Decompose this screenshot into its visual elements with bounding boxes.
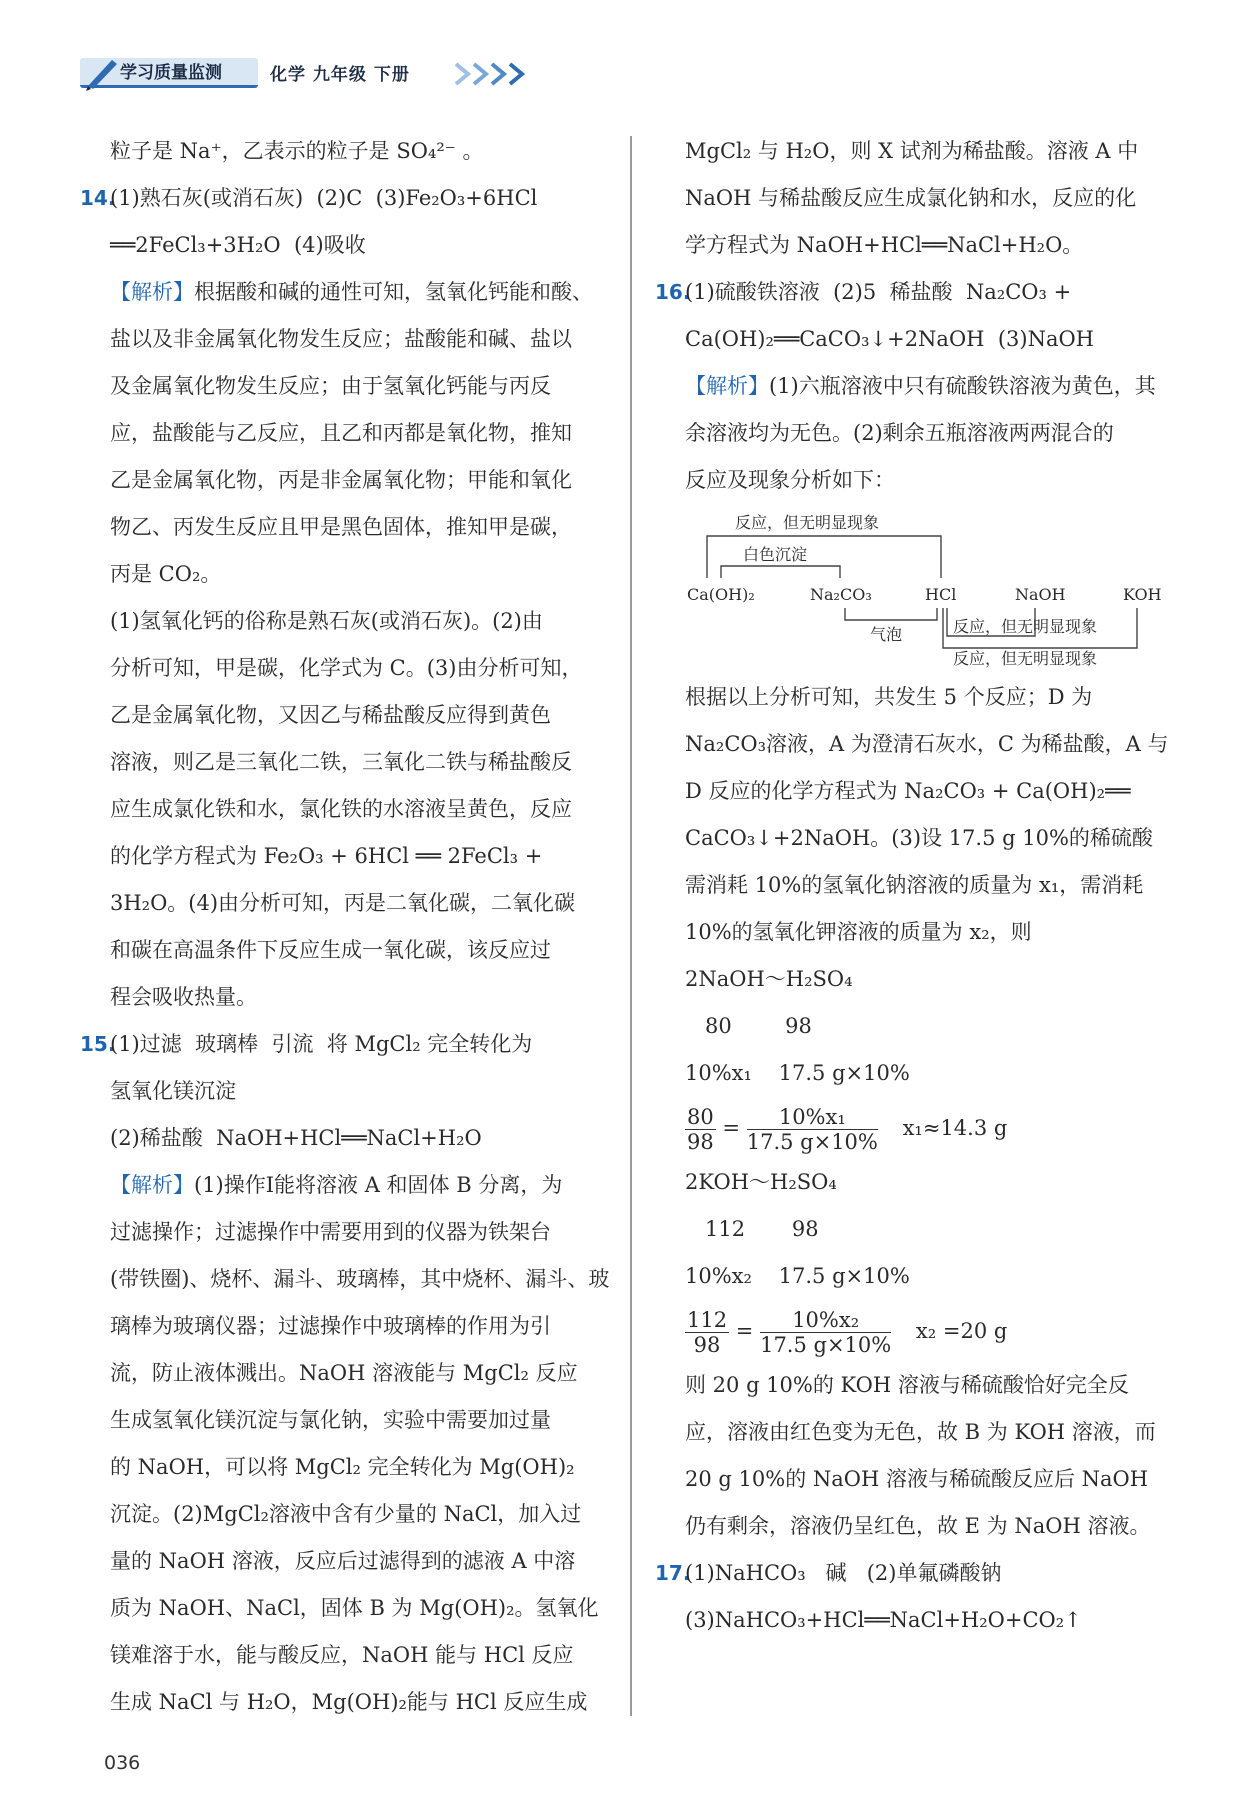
text-line: (3)NaHCO₃+HCl══NaCl+H₂O+CO₂↑ bbox=[685, 1608, 1082, 1632]
series-badge bbox=[80, 58, 258, 88]
text-line: 10%的氢氧化钾溶液的质量为 x₂，则 bbox=[685, 920, 1032, 944]
text-line: 粒子是 Na⁺，乙表示的粒子是 SO₄²⁻ 。 bbox=[110, 139, 484, 163]
node-na2co3: Na₂CO₃ bbox=[810, 585, 872, 604]
fraction-line-2: $\frac{112}{98}$ = $\frac{\text{10\%x₂}}{17.5 g\times 10\%}$ x₂ =20 g bbox=[687, 1308, 1008, 1357]
page-number: 036 bbox=[104, 1752, 141, 1774]
text-line: (1)氢氧化钙的俗称是熟石灰(或消石灰)。(2)由 bbox=[110, 609, 543, 633]
text-line: 的化学方程式为 Fe₂O₃ + 6HCl ══ 2FeCl₃ + bbox=[110, 844, 543, 868]
chevron-right-icon bbox=[452, 60, 540, 88]
result: x₂ =20 g bbox=[915, 1319, 1008, 1343]
text-line: ══2FeCl₃+3H₂O (4)吸收 bbox=[110, 233, 366, 257]
text-line: 沉淀。(2)MgCl₂溶液中含有少量的 NaCl，加入过 bbox=[110, 1502, 582, 1526]
question-number: 14. bbox=[80, 186, 116, 210]
label-gas: 气泡 bbox=[870, 625, 903, 644]
text-line: 乙是金属氧化物，又因乙与稀盐酸反应得到黄色 bbox=[110, 703, 551, 727]
text-line: NaOH 与稀盐酸反应生成氯化钠和水，反应的化 bbox=[685, 186, 1137, 210]
page-header bbox=[80, 58, 540, 92]
node-koh: KOH bbox=[1123, 585, 1162, 604]
fraction: $\frac{\text{10\%x₁}}{17.5 g\times 10\%}$ bbox=[746, 1105, 878, 1154]
text-line: 生成氢氧化镁沉淀与氯化钠，实验中需要加过量 bbox=[110, 1408, 551, 1432]
analysis-tag: 【解析】 bbox=[110, 280, 194, 304]
text-line: CaCO₃↓+2NaOH。(3)设 17.5 g 10%的稀硫酸 bbox=[685, 826, 1153, 850]
text-line: 质为 NaOH、NaCl，固体 B 为 Mg(OH)₂。氢氧化 bbox=[110, 1596, 599, 1620]
equation-line: 2NaOH～H₂SO₄ bbox=[685, 967, 853, 991]
text-line: 量的 NaOH 溶液，反应后过滤得到的滤液 A 中溶 bbox=[110, 1549, 576, 1573]
text-line: 过滤操作；过滤操作中需要用到的仪器为铁架台 bbox=[110, 1220, 551, 1244]
label-top: 反应，但无明显现象 bbox=[735, 513, 880, 532]
text-line: 应生成氯化铁和水，氯化铁的水溶液呈黄色，反应 bbox=[110, 797, 572, 821]
equation-line: 80 98 bbox=[685, 1014, 812, 1038]
question-number: 17. bbox=[655, 1561, 691, 1585]
text-line: 璃棒为玻璃仪器；过滤操作中玻璃棒的作用为引 bbox=[110, 1314, 551, 1338]
analysis-tag: 【解析】 bbox=[110, 1173, 194, 1197]
node-caoh2: Ca(OH)₂ bbox=[687, 585, 755, 604]
label-precip: 白色沉淀 bbox=[743, 545, 808, 564]
label-r2: 反应，但无明显现象 bbox=[953, 649, 1098, 668]
text-line: 20 g 10%的 NaOH 溶液与稀硫酸反应后 NaOH bbox=[685, 1467, 1149, 1491]
text-line: Ca(OH)₂══CaCO₃↓+2NaOH (3)NaOH bbox=[685, 327, 1094, 351]
text-line: (带铁圈)、烧杯、漏斗、玻璃棒，其中烧杯、漏斗、玻 bbox=[110, 1267, 610, 1291]
text-line: 3H₂O。(4)由分析可知，丙是二氧化碳，二氧化碳 bbox=[110, 891, 576, 915]
text-line: 溶液，则乙是三氧化二铁，三氧化二铁与稀盐酸反 bbox=[110, 750, 572, 774]
answer-15-line: 15.(1)过滤 玻璃棒 引流 将 MgCl₂ 完全转化为 bbox=[110, 1021, 620, 1068]
text-line: 及金属氧化物发生反应；由于氢氧化钙能与丙反 bbox=[110, 374, 551, 398]
text-line: MgCl₂ 与 H₂O，则 X 试剂为稀盐酸。溶液 A 中 bbox=[685, 139, 1139, 163]
left-column bbox=[80, 128, 620, 1726]
text-line: D 反应的化学方程式为 Na₂CO₃ + Ca(OH)₂══ bbox=[685, 779, 1131, 803]
analysis-line: 【解析】(1)六瓶溶液中只有硫酸铁溶液为黄色，其 bbox=[685, 374, 1156, 398]
text-line: 学方程式为 NaOH+HCl══NaCl+H₂O。 bbox=[685, 233, 1084, 257]
text-line: 分析可知，甲是碳，化学式为 C。(3)由分析可知， bbox=[110, 656, 583, 680]
text-line: 则 20 g 10%的 KOH 溶液与稀硫酸恰好完全反 bbox=[685, 1373, 1129, 1397]
equation-line: 112 98 bbox=[685, 1217, 819, 1241]
fraction: $\frac{112}{98}$ bbox=[687, 1308, 728, 1357]
subject-label: 化学 九年级 下册 bbox=[270, 65, 410, 85]
badge-label: 学习质量监测 bbox=[120, 63, 222, 83]
text-line: 镁难溶于水，能与酸反应，NaOH 能与 HCl 反应 bbox=[110, 1643, 574, 1667]
text-line: 仍有剩余，溶液仍呈红色，故 E 为 NaOH 溶液。 bbox=[685, 1514, 1151, 1538]
node-hcl: HCl bbox=[925, 585, 957, 604]
text-line: 流，防止液体溅出。NaOH 溶液能与 MgCl₂ 反应 bbox=[110, 1361, 578, 1385]
answer-14-line: 14.(1)熟石灰(或消石灰) (2)C (3)Fe₂O₃+6HCl bbox=[110, 175, 620, 222]
column-divider bbox=[630, 136, 632, 1716]
text-line: 物乙、丙发生反应且甲是黑色固体，推知甲是碳， bbox=[110, 515, 572, 539]
reaction-diagram bbox=[685, 508, 1180, 668]
text-line: 应，溶液由红色变为无色，故 B 为 KOH 溶液，而 bbox=[685, 1420, 1156, 1444]
text-line: 和碳在高温条件下反应生成一氧化碳，该反应过 bbox=[110, 938, 551, 962]
equation-line: 10%x₂ 17.5 g×10% bbox=[685, 1264, 910, 1288]
text-line: Na₂CO₃溶液，A 为澄清石灰水，C 为稀盐酸，A 与 bbox=[685, 732, 1169, 756]
analysis-line: 【解析】根据酸和碱的通性可知，氢氧化钙能和酸、 bbox=[110, 280, 593, 304]
text-line: (2)稀盐酸 NaOH+HCl══NaCl+H₂O bbox=[110, 1126, 482, 1150]
result: x₁≈14.3 g bbox=[902, 1116, 1008, 1140]
equation-line: 2KOH～H₂SO₄ bbox=[685, 1170, 837, 1194]
text-line: 反应及现象分析如下： bbox=[685, 468, 895, 492]
text-line: 丙是 CO₂。 bbox=[110, 562, 222, 586]
pen-icon bbox=[82, 52, 122, 92]
fraction: $\frac{\text{10\%x₂}}{17.5 g\times 10\%}$ bbox=[760, 1308, 892, 1357]
text-line: 根据以上分析可知，共发生 5 个反应；D 为 bbox=[685, 685, 1093, 709]
answer-17-line: 17.(1)NaHCO₃ 碱 (2)单氟磷酸钠 bbox=[685, 1550, 1180, 1597]
equation-line: 10%x₁ 17.5 g×10% bbox=[685, 1061, 910, 1085]
text-line: 盐以及非金属氧化物发生反应；盐酸能和碱、盐以 bbox=[110, 327, 572, 351]
right-column bbox=[655, 128, 1180, 1644]
text-line: 需消耗 10%的氢氧化钠溶液的质量为 x₁，需消耗 bbox=[685, 873, 1144, 897]
label-r1: 反应，但无明显现象 bbox=[953, 617, 1098, 636]
question-number: 15. bbox=[80, 1032, 116, 1056]
text-line: 生成 NaCl 与 H₂O，Mg(OH)₂能与 HCl 反应生成 bbox=[110, 1690, 588, 1714]
analysis-line: 【解析】(1)操作Ⅰ能将溶液 A 和固体 B 分离，为 bbox=[110, 1173, 563, 1197]
fraction-line-1: $\frac{80}{98}$ = $\frac{\text{10\%x₁}}{17.5 g\times 10\%}$ x₁≈14.3 g bbox=[687, 1105, 1008, 1154]
text-line: 余溶液均为无色。(2)剩余五瓶溶液两两混合的 bbox=[685, 421, 1114, 445]
text-line: 的 NaOH，可以将 MgCl₂ 完全转化为 Mg(OH)₂ bbox=[110, 1455, 575, 1479]
text-line: 程会吸收热量。 bbox=[110, 985, 257, 1009]
answer-16-line: 16.(1)硫酸铁溶液 (2)5 稀盐酸 Na₂CO₃ + bbox=[685, 269, 1180, 316]
fraction: $\frac{80}{98}$ bbox=[687, 1105, 714, 1154]
text-line: 氢氧化镁沉淀 bbox=[110, 1079, 236, 1103]
analysis-tag: 【解析】 bbox=[685, 374, 769, 398]
node-naoh: NaOH bbox=[1015, 585, 1066, 604]
question-number: 16. bbox=[655, 280, 691, 304]
text-line: 应，盐酸能与乙反应，且乙和丙都是氧化物，推知 bbox=[110, 421, 572, 445]
text-line: 乙是金属氧化物，丙是非金属氧化物；甲能和氧化 bbox=[110, 468, 572, 492]
